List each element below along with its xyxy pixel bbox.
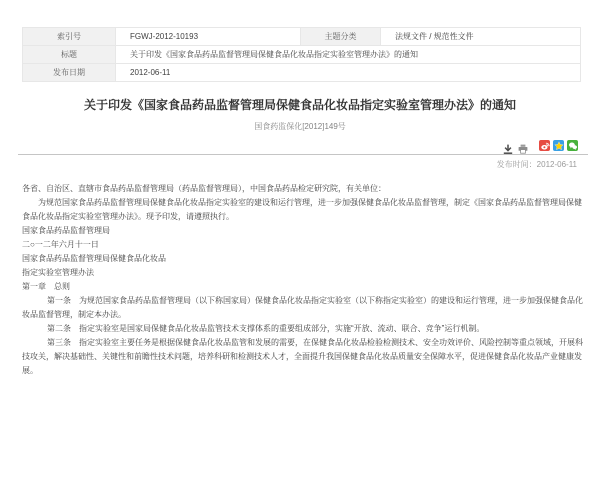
divider xyxy=(18,154,588,155)
signature-organization: 国家食品药品监督管理局 xyxy=(22,226,110,235)
document-body xyxy=(22,182,585,378)
article-3-paragraph: 第三条 指定实验室主要任务是根据保健食品化妆品监管和发展的需要，在保健食品化妆品检验检测技术、安全功效评价、风险控制等重点领域，开展科技攻关，解决基础性、关键性和前瞻性技术问题，培养科研和检测技术人才，全面提升我国保健食品化妆品质量安全保障水平，促进保健食品化妆品产业健康发展。 xyxy=(22,338,583,375)
subject-category-value: 法规文件 / 规范性文件 xyxy=(381,28,581,46)
document-number: 国食药监保化[2012]149号 xyxy=(254,122,346,131)
title-label: 标题 xyxy=(23,46,116,64)
attachment-title-line2: 指定实验室管理办法 xyxy=(22,268,94,277)
chapter-heading: 第一章 总则 xyxy=(22,282,70,291)
subject-category-label: 主题分类 xyxy=(301,28,381,46)
wechat-share-icon[interactable] xyxy=(567,140,578,151)
publish-date-label: 发布日期 xyxy=(23,64,116,82)
intro-paragraph: 为规范国家食品药品监督管理局保健食品化妆品指定实验室的建设和运行管理，进一步加强保健食品化妆品监督管理，制定《国家食品药品监督管理局保健食品化妆品指定实验室管理办法》。现予印发，请遵照执行。 xyxy=(22,198,582,221)
greeting-paragraph: 各省、自治区、直辖市食品药品监督管理局（药品监督管理局），中国食品药品检定研究院，有关单位： xyxy=(22,184,386,193)
table-row xyxy=(23,46,581,64)
download-icon[interactable] xyxy=(503,141,513,151)
share-toolbar xyxy=(0,140,578,151)
article-2-paragraph: 第二条 指定实验室是国家局保健食品化妆品监管技术支撑体系的重要组成部分，实施“开放、流动、联合、竞争”运行机制。 xyxy=(47,324,485,333)
page-title: 关于印发《国家食品药品监督管理局保健食品化妆品指定实验室管理办法》的通知 xyxy=(83,98,516,112)
index-number-value: FGWJ-2012-10193 xyxy=(116,28,301,46)
attachment-title-line1: 国家食品药品监督管理局保健食品化妆品 xyxy=(22,254,166,263)
meta-table xyxy=(22,27,581,82)
publish-time: 发布时间：2012-06-11 xyxy=(496,160,577,169)
publish-date-value: 2012-06-11 xyxy=(116,64,581,82)
title-value: 关于印发《国家食品药品监督管理局保健食品化妆品指定实验室管理办法》的通知 xyxy=(116,46,581,64)
document-page xyxy=(0,27,600,477)
print-icon[interactable] xyxy=(518,141,528,151)
qzone-share-icon[interactable] xyxy=(553,140,564,151)
table-row xyxy=(23,28,581,46)
index-number-label: 索引号 xyxy=(23,28,116,46)
signature-date: 二○一二年六月十一日 xyxy=(22,240,99,249)
share-buttons xyxy=(539,140,578,151)
article-1-paragraph: 第一条 为规范国家食品药品监督管理局（以下称国家局）保健食品化妆品指定实验室（以下称指定实验室）的建设和运行管理，进一步加强保健食品化妆品监督管理，制定本办法。 xyxy=(22,296,583,319)
table-row xyxy=(23,64,581,82)
weibo-share-icon[interactable] xyxy=(539,140,550,151)
